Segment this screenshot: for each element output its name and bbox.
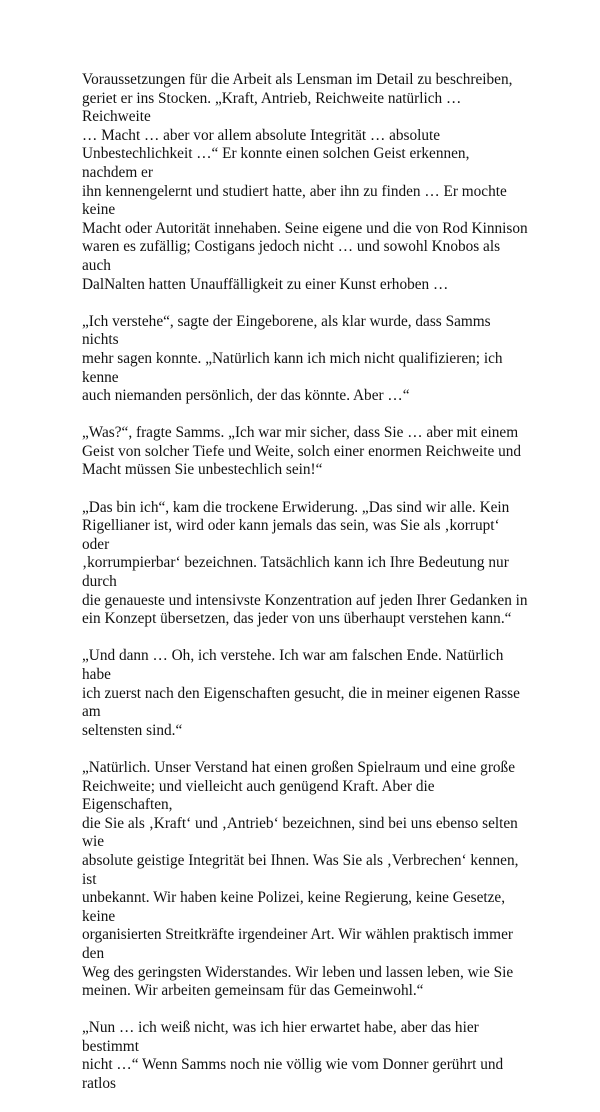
paragraph: „Ich verstehe“, sagte der Eingeborene, als klar wurde, dass Samms nichts mehr sagen konnte. „Natürlich kann ich mich nicht qualifizieren; ich kenne auch niemanden persönlich, der das könnte. Aber …“: [82, 312, 503, 405]
body-text: [82, 71, 528, 1112]
paragraph: Voraussetzungen für die Arbeit als Lensman im Detail zu beschreiben, geriet er ins Stocken. „Kraft, Antrieb, Reichweite natürlich … Reichweite … Macht … aber vor allem absolute Integrität … absolute Unbestechlichkeit …“ Er konnte einen solchen Geist erkennen, nachdem er ihn kennengelernt und studiert hatte, aber ihn zu finden … Er mochte keine Macht oder Autorität innehaben. Seine eigene und die von Rod Kinnison waren es zufällig; Costigans jedoch nicht … und sowohl Knobos als auch DalNalten hatten Unauffälligkeit zu einer Kunst erhoben …: [82, 71, 528, 293]
paragraph: „Nun … ich weiß nicht, was ich hier erwartet habe, aber das hier bestimmt nicht …“ Wenn Samms noch nie völlig wie vom Donner gerührt und ratlos: [82, 1019, 504, 1093]
paragraph: „Und dann … Oh, ich verstehe. Ich war am falschen Ende. Natürlich habe ich zuerst nach den Eigenschaften gesucht, die in meiner eigenen Rasse am seltensten sind.“: [82, 647, 520, 739]
paragraph: „Was?“, fragte Samms. „Ich war mir sicher, dass Sie … aber mit einem Geist von solcher Tiefe und Weite, solch einer enormen Reichweite und Macht müssen Sie unbestechlich sein!“: [82, 424, 522, 479]
paragraph: „Das bin ich“, kam die trockene Erwiderung. „Das sind wir alle. Kein Rigellianer ist, wird oder kann jemals das sein, was Sie als ‚korrupt‘ oder ‚korrumpierbar‘ bezeichnen. Tatsächlich kann ich Ihre Bedeutung nur durch die genaueste und intensivste Konzentration auf jeden Ihrer Gedanken in ein Konzept übersetzen, das jeder von uns überhaupt verstehen kann.“: [82, 498, 528, 628]
paragraph: „Natürlich. Unser Verstand hat einen großen Spielraum und eine große Reichweite; und vielleicht auch genügend Kraft. Aber die Eigenschaften, die Sie als ‚Kraft‘ und ‚Antrieb‘ bezeichnen, sind bei uns ebenso selten wie absolute geistige Integrität bei Ihnen. Was Sie als ‚Verbrechen‘ kennen, ist unbekannt. Wir haben keine Polizei, keine Regierung, keine Gesetze, keine organisierten Streitkräfte irgendeiner Art. Wir wählen praktisch immer den Weg des geringsten Widerstandes. Wir leben und lassen leben, wie Sie meinen. Wir arbeiten gemeinsam für das Gemeinwohl.“: [82, 758, 519, 1000]
